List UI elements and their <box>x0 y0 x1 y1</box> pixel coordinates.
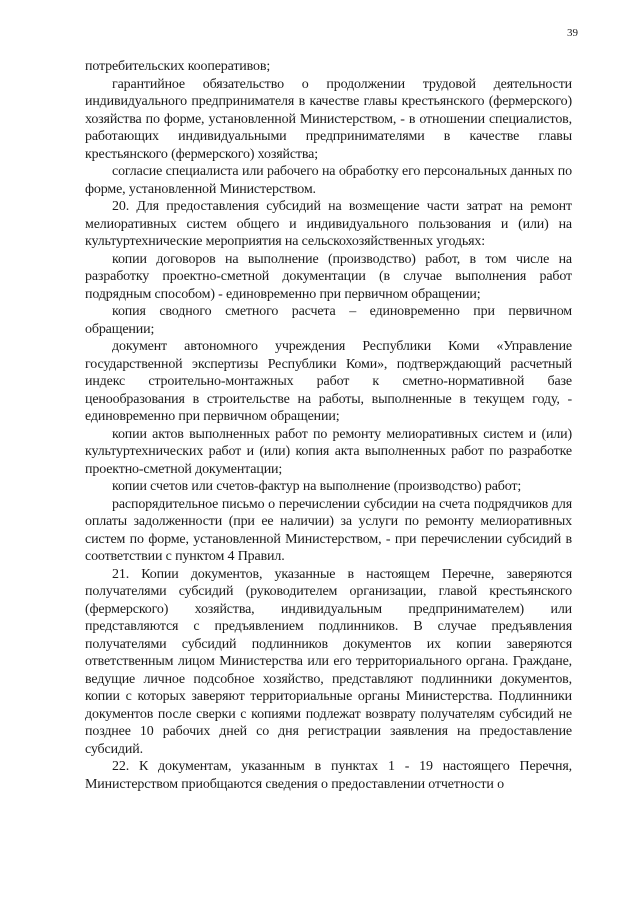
page-number: 39 <box>567 27 578 39</box>
paragraph: 22. К документам, указанным в пунктах 1 - 19 настоящего Перечня, Министерством приобщаются сведения о предоставлении отчетности о <box>85 759 572 792</box>
paragraph: копии договоров на выполнение (производство) работ, в том числе на разработку проектно-сметной документации (в случае выполнения работ подрядным способом) - единовременно при первичном обращении; <box>85 251 572 302</box>
paragraph: 20. Для предоставления субсидий на возмещение части затрат на ремонт мелиоративных систем общего и индивидуального пользования и (или) на культуртехнические мероприятия на сельскохозяйственных угодьях: <box>85 199 572 249</box>
paragraph: потребительских кооперативов; <box>85 59 271 74</box>
paragraph: гарантийное обязательство о продолжении трудовой деятельности индивидуального предпринимателя в качестве главы крестьянского (фермерского) хозяйства по форме, установленной Министерством, - в отношении специалистов, работающих индивидуальными предпринимателями в качестве главы крестьянского (фермерского) хозяйства; <box>85 76 572 162</box>
paragraph: копии актов выполненных работ по ремонту мелиоративных систем и (или) культуртехнических работ и (или) копия акта выполненных работ по разработке проектно-сметной документации; <box>85 426 572 477</box>
paragraph: документ автономного учреждения Республики Коми «Управление государственной экспертизы Республики Коми», подтверждающий расчетный индекс строительно-монтажных работ к сметно-нормативной базе ценообразования в строительстве на работы, выполненные в текущем году, - единовременно при первичном обращении; <box>85 339 572 424</box>
paragraph: копии счетов или счетов-фактур на выполнение (производство) работ; <box>112 479 522 494</box>
paragraph: 21. Копии документов, указанные в настоящем Перечне, заверяются получателями субсидий (руководителем организации, главой крестьянского (фермерского) хозяйства, индивидуальным предпринимателем) или представляются с предъявлением подлинников. В случае предъявления получателями субсидий подлинников документов их копии заверяются ответственным лицом Министерства или его территориального органа. Граждане, ведущие личное подсобное хозяйство, представляют подлинники документов, копии с которых заверяют территориальные органы Министерства. Подлинники документов после сверки с копиями подлежат возврату получателям субсидий не позднее 10 рабочих дней со дня регистрации заявления на предоставление субсидий. <box>85 566 572 757</box>
paragraph: распорядительное письмо о перечислении субсидии на счета подрядчиков для оплаты задолженности (при ее наличии) за услуги по ремонту мелиоративных систем по форме, установленной Министерством, - при перечислении субсидий в соответствии с пунктом 4 Правил. <box>85 496 572 564</box>
paragraph: копия сводного сметного расчета – единовременно при первичном обращении; <box>85 304 572 337</box>
document-body <box>85 58 572 793</box>
paragraph: согласие специалиста или рабочего на обработку его персональных данных по форме, установленной Министерством. <box>85 164 572 197</box>
